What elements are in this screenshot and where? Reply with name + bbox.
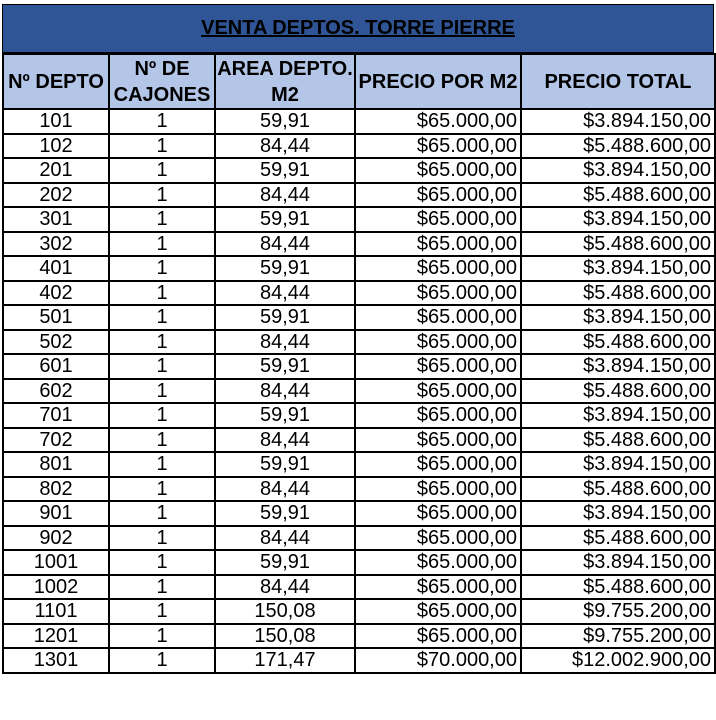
cell-precio-m2: $65.000,00 <box>355 330 521 355</box>
cell-cajones: 1 <box>109 452 215 477</box>
cell-area: 59,91 <box>215 452 355 477</box>
table-title: VENTA DEPTOS. TORRE PIERRE <box>201 17 515 39</box>
cell-precio-total: $5.488.600,00 <box>521 281 715 306</box>
table-row <box>3 256 715 281</box>
cell-area: 59,91 <box>215 501 355 526</box>
cell-area: 84,44 <box>215 575 355 600</box>
cell-cajones: 1 <box>109 428 215 453</box>
cell-area: 59,91 <box>215 158 355 183</box>
cell-area: 84,44 <box>215 477 355 502</box>
table-row <box>3 403 715 428</box>
cell-precio-m2: $65.000,00 <box>355 624 521 649</box>
price-table <box>2 53 716 674</box>
header-row <box>3 54 715 109</box>
cell-cajones: 1 <box>109 134 215 159</box>
cell-precio-total: $12.002.900,00 <box>521 648 715 673</box>
table-row <box>3 379 715 404</box>
cell-precio-total: $5.488.600,00 <box>521 330 715 355</box>
cell-precio-m2: $65.000,00 <box>355 599 521 624</box>
table-row <box>3 452 715 477</box>
cell-depto: 302 <box>3 232 109 257</box>
cell-precio-m2: $65.000,00 <box>355 452 521 477</box>
cell-precio-total: $3.894.150,00 <box>521 256 715 281</box>
cell-depto: 501 <box>3 305 109 330</box>
cell-cajones: 1 <box>109 477 215 502</box>
cell-cajones: 1 <box>109 281 215 306</box>
cell-area: 171,47 <box>215 648 355 673</box>
cell-area: 150,08 <box>215 624 355 649</box>
table-row <box>3 428 715 453</box>
cell-cajones: 1 <box>109 526 215 551</box>
cell-depto: 502 <box>3 330 109 355</box>
cell-depto: 602 <box>3 379 109 404</box>
cell-precio-total: $5.488.600,00 <box>521 232 715 257</box>
cell-cajones: 1 <box>109 256 215 281</box>
cell-precio-m2: $65.000,00 <box>355 354 521 379</box>
cell-precio-m2: $65.000,00 <box>355 305 521 330</box>
cell-precio-m2: $65.000,00 <box>355 550 521 575</box>
cell-cajones: 1 <box>109 354 215 379</box>
cell-cajones: 1 <box>109 330 215 355</box>
cell-area: 84,44 <box>215 183 355 208</box>
cell-precio-total: $3.894.150,00 <box>521 354 715 379</box>
cell-precio-m2: $65.000,00 <box>355 526 521 551</box>
title-bar <box>2 4 714 53</box>
table-row <box>3 305 715 330</box>
cell-precio-m2: $65.000,00 <box>355 256 521 281</box>
cell-depto: 101 <box>3 109 109 134</box>
cell-cajones: 1 <box>109 501 215 526</box>
table-row <box>3 501 715 526</box>
cell-area: 84,44 <box>215 281 355 306</box>
cell-area: 59,91 <box>215 256 355 281</box>
table-row <box>3 232 715 257</box>
cell-area: 84,44 <box>215 428 355 453</box>
cell-precio-m2: $65.000,00 <box>355 134 521 159</box>
cell-depto: 902 <box>3 526 109 551</box>
cell-precio-total: $5.488.600,00 <box>521 428 715 453</box>
cell-depto: 401 <box>3 256 109 281</box>
cell-precio-total: $5.488.600,00 <box>521 134 715 159</box>
cell-cajones: 1 <box>109 379 215 404</box>
cell-precio-m2: $65.000,00 <box>355 575 521 600</box>
cell-precio-total: $5.488.600,00 <box>521 526 715 551</box>
cell-precio-total: $3.894.150,00 <box>521 109 715 134</box>
cell-cajones: 1 <box>109 575 215 600</box>
cell-cajones: 1 <box>109 158 215 183</box>
cell-depto: 202 <box>3 183 109 208</box>
cell-precio-total: $3.894.150,00 <box>521 452 715 477</box>
cell-area: 59,91 <box>215 550 355 575</box>
cell-cajones: 1 <box>109 183 215 208</box>
cell-area: 59,91 <box>215 207 355 232</box>
table-row <box>3 354 715 379</box>
cell-precio-total: $3.894.150,00 <box>521 501 715 526</box>
cell-cajones: 1 <box>109 232 215 257</box>
header-precio-total: PRECIO TOTAL <box>521 54 715 109</box>
cell-area: 59,91 <box>215 403 355 428</box>
cell-depto: 802 <box>3 477 109 502</box>
cell-precio-total: $5.488.600,00 <box>521 379 715 404</box>
cell-depto: 1002 <box>3 575 109 600</box>
header-cajones: Nº DE CAJONES <box>109 54 215 109</box>
cell-depto: 1301 <box>3 648 109 673</box>
cell-precio-m2: $65.000,00 <box>355 477 521 502</box>
cell-depto: 601 <box>3 354 109 379</box>
cell-area: 59,91 <box>215 305 355 330</box>
cell-depto: 1201 <box>3 624 109 649</box>
cell-depto: 1001 <box>3 550 109 575</box>
cell-cajones: 1 <box>109 624 215 649</box>
table-row <box>3 158 715 183</box>
cell-area: 59,91 <box>215 354 355 379</box>
cell-area: 84,44 <box>215 134 355 159</box>
table-row <box>3 281 715 306</box>
header-area: AREA DEPTO. M2 <box>215 54 355 109</box>
cell-depto: 402 <box>3 281 109 306</box>
table-body <box>3 109 715 673</box>
cell-cajones: 1 <box>109 305 215 330</box>
cell-depto: 901 <box>3 501 109 526</box>
table-row <box>3 109 715 134</box>
cell-precio-total: $5.488.600,00 <box>521 477 715 502</box>
cell-precio-total: $3.894.150,00 <box>521 550 715 575</box>
cell-depto: 201 <box>3 158 109 183</box>
cell-cajones: 1 <box>109 599 215 624</box>
cell-area: 84,44 <box>215 526 355 551</box>
cell-area: 150,08 <box>215 599 355 624</box>
cell-area: 59,91 <box>215 109 355 134</box>
cell-precio-total: $3.894.150,00 <box>521 158 715 183</box>
cell-precio-m2: $65.000,00 <box>355 232 521 257</box>
cell-area: 84,44 <box>215 232 355 257</box>
table-row <box>3 134 715 159</box>
cell-cajones: 1 <box>109 403 215 428</box>
cell-precio-m2: $65.000,00 <box>355 183 521 208</box>
cell-depto: 701 <box>3 403 109 428</box>
cell-depto: 801 <box>3 452 109 477</box>
cell-precio-total: $3.894.150,00 <box>521 403 715 428</box>
table-row <box>3 624 715 649</box>
cell-precio-m2: $65.000,00 <box>355 281 521 306</box>
cell-cajones: 1 <box>109 550 215 575</box>
cell-precio-m2: $65.000,00 <box>355 158 521 183</box>
table-row <box>3 550 715 575</box>
cell-precio-m2: $65.000,00 <box>355 403 521 428</box>
cell-precio-m2: $65.000,00 <box>355 207 521 232</box>
cell-depto: 102 <box>3 134 109 159</box>
cell-cajones: 1 <box>109 648 215 673</box>
header-precio-m2: PRECIO POR M2 <box>355 54 521 109</box>
table-row <box>3 648 715 673</box>
table-row <box>3 330 715 355</box>
cell-depto: 301 <box>3 207 109 232</box>
table-row <box>3 526 715 551</box>
cell-precio-m2: $65.000,00 <box>355 428 521 453</box>
table-row <box>3 575 715 600</box>
cell-precio-m2: $70.000,00 <box>355 648 521 673</box>
table-row <box>3 183 715 208</box>
cell-precio-total: $5.488.600,00 <box>521 183 715 208</box>
cell-area: 84,44 <box>215 330 355 355</box>
cell-precio-m2: $65.000,00 <box>355 379 521 404</box>
table-row <box>3 207 715 232</box>
cell-precio-total: $3.894.150,00 <box>521 305 715 330</box>
cell-depto: 1101 <box>3 599 109 624</box>
header-depto: Nº DEPTO <box>3 54 109 109</box>
cell-depto: 702 <box>3 428 109 453</box>
cell-precio-total: $5.488.600,00 <box>521 575 715 600</box>
table-row <box>3 477 715 502</box>
cell-precio-total: $9.755.200,00 <box>521 599 715 624</box>
cell-precio-m2: $65.000,00 <box>355 501 521 526</box>
cell-area: 84,44 <box>215 379 355 404</box>
cell-cajones: 1 <box>109 109 215 134</box>
cell-precio-total: $9.755.200,00 <box>521 624 715 649</box>
cell-precio-total: $3.894.150,00 <box>521 207 715 232</box>
table-row <box>3 599 715 624</box>
cell-cajones: 1 <box>109 207 215 232</box>
cell-precio-m2: $65.000,00 <box>355 109 521 134</box>
